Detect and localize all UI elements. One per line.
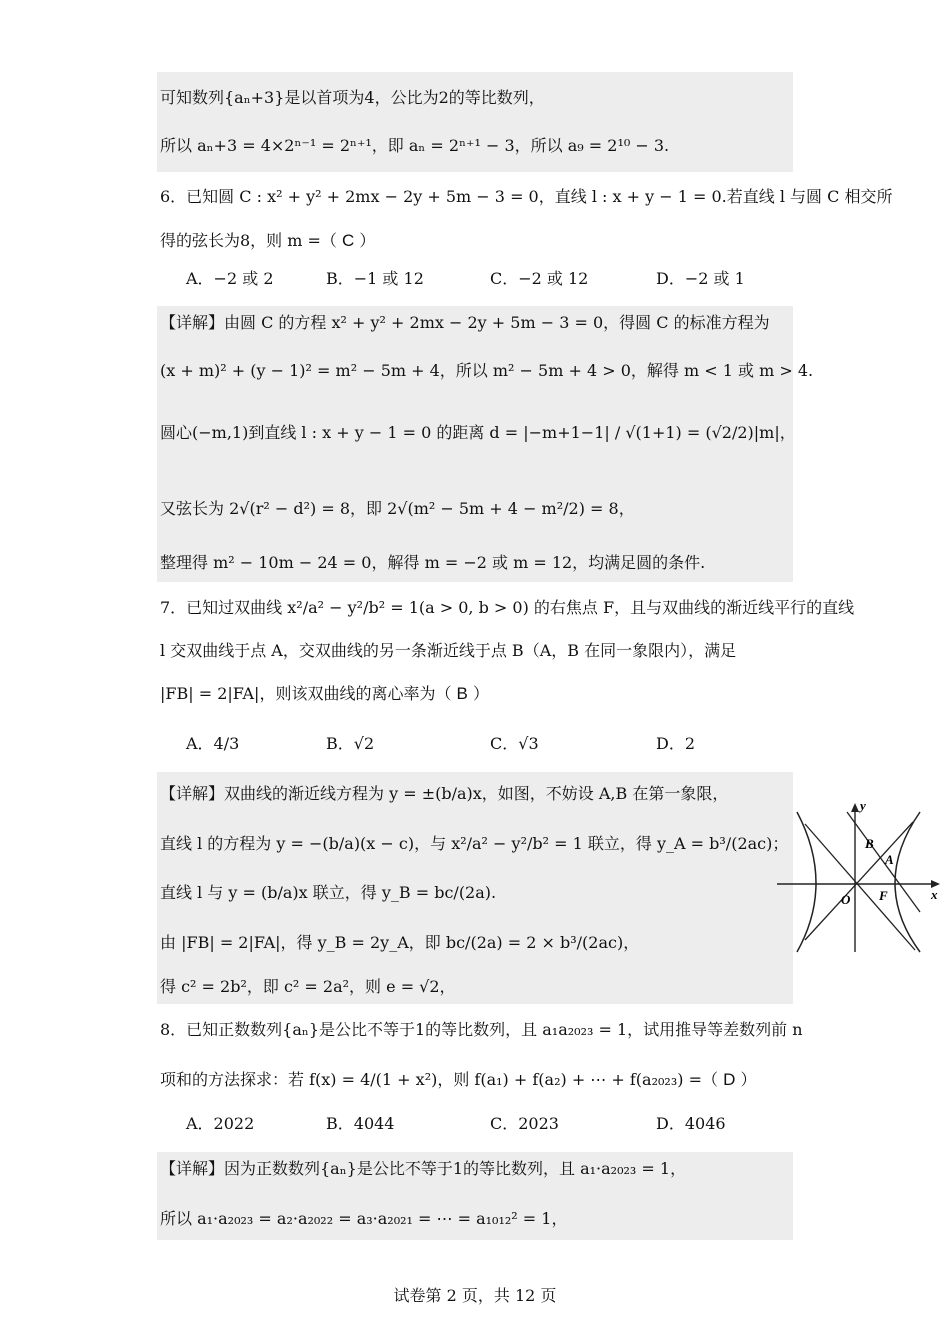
prev-solution-line-2: 所以 aₙ+3 = 4×2ⁿ⁻¹ = 2ⁿ⁺¹，即 aₙ = 2ⁿ⁺¹ − 3，所以 a₉ = 2¹⁰ − 3. — [160, 136, 670, 155]
q6-option-a: A．−2 或 2 — [186, 269, 274, 288]
hyperbola-figure — [775, 800, 945, 955]
q6-stem-line-2 — [160, 230, 375, 252]
q8-option-b: B．4044 — [326, 1114, 395, 1133]
q6-detail-line-1: 【详解】由圆 C 的方程 x² + y² + 2mx − 2y + 5m − 3 = 0，得圆 C 的标准方程为 — [160, 313, 770, 332]
figure-label-f: F — [879, 888, 888, 903]
q6-detail-line-3: 圆心(−m,1)到直线 l : x + y − 1 = 0 的距离 d = |−m+1−1| / √(1+1) = (√2/2)|m|， — [160, 423, 796, 442]
figure-label-y: y — [860, 800, 866, 813]
q7-stem-close: ） — [472, 684, 489, 703]
q6-stem-text: 得的弦长为8，则 m =（ — [160, 231, 337, 250]
q7-detail-line-5: 得 c² = 2b²，即 c² = 2a²，则 e = √2， — [160, 977, 456, 996]
figure-label-x: x — [931, 887, 938, 902]
q8-detail-line-2: 所以 a₁·a₂₀₂₃ = a₂·a₂₀₂₂ = a₃·a₂₀₂₁ = ⋯ = a₁₀₁₂² = 1， — [160, 1209, 568, 1228]
q7-stem-line-1: 7．已知过双曲线 x²/a² − y²/b² = 1(a > 0, b > 0) 的右焦点 F，且与双曲线的渐近线平行的直线 — [160, 598, 855, 617]
q6-answer: C — [342, 231, 355, 250]
q7-detail-line-1: 【详解】双曲线的渐近线方程为 y = ±(b/a)x，如图，不妨设 A,B 在第一象限， — [160, 784, 729, 803]
q8-stem-line-1: 8．已知正数数列{aₙ}是公比不等于1的等比数列，且 a₁a₂₀₂₃ = 1，试用推导等差数列前 n — [160, 1020, 803, 1039]
q8-option-c: C．2023 — [490, 1114, 559, 1133]
figure-label-a: A — [885, 852, 894, 867]
prev-solution-line-1: 可知数列{aₙ+3}是以首项为4，公比为2的等比数列， — [160, 88, 545, 107]
q7-option-c: C．√3 — [490, 734, 539, 753]
page-footer: 试卷第 2 页，共 12 页 — [393, 1286, 557, 1305]
figure-label-o: O — [841, 892, 851, 907]
q6-detail-block — [157, 306, 793, 582]
q8-option-a: A．2022 — [186, 1114, 255, 1133]
q6-stem-line-1: 6．已知圆 C : x² + y² + 2mx − 2y + 5m − 3 = 0，直线 l : x + y − 1 = 0.若直线 l 与圆 C 相交所 — [160, 187, 893, 206]
q8-detail-line-1: 【详解】因为正数数列{aₙ}是公比不等于1的等比数列，且 a₁·a₂₀₂₃ = 1， — [160, 1159, 687, 1178]
q7-detail-line-2: 直线 l 的方程为 y = −(b/a)(x − c)，与 x²/a² − y²/b² = 1 联立，得 y_A = b³/(2ac)； — [160, 834, 789, 853]
q8-stem-line-2 — [160, 1069, 756, 1091]
q7-answer: B — [456, 684, 468, 703]
q7-option-a: A．4/3 — [186, 734, 240, 753]
figure-label-b: B — [865, 836, 874, 851]
q7-option-b: B．√2 — [326, 734, 375, 753]
q7-stem-line-3 — [160, 683, 489, 705]
q7-stem-line-2: l 交双曲线于点 A，交双曲线的另一条渐近线于点 B（A，B 在同一象限内），满足 — [160, 641, 737, 660]
q8-stem-text: 项和的方法探求：若 f(x) = 4/(1 + x²)，则 f(a₁) + f(a₂) + ⋯ + f(a₂₀₂₃) =（ — [160, 1070, 718, 1089]
q8-option-d: D．4046 — [656, 1114, 726, 1133]
q6-detail-line-5: 整理得 m² − 10m − 24 = 0，解得 m = −2 或 m = 12，均满足圆的条件. — [160, 553, 706, 572]
q8-stem-close: ） — [740, 1070, 757, 1089]
q8-answer: D — [723, 1070, 736, 1089]
q6-option-b: B．−1 或 12 — [326, 269, 424, 288]
q6-option-c: C．−2 或 12 — [490, 269, 589, 288]
q7-detail-line-4: 由 |FB| = 2|FA|，得 y_B = 2y_A，即 bc/(2a) = 2 × b³/(2ac)， — [160, 933, 640, 952]
q7-detail-line-3: 直线 l 与 y = (b/a)x 联立，得 y_B = bc/(2a). — [160, 883, 497, 902]
q6-stem-close: ） — [359, 231, 376, 250]
q6-detail-line-2: (x + m)² + (y − 1)² = m² − 5m + 4，所以 m² − 5m + 4 > 0，解得 m < 1 或 m > 4. — [160, 361, 814, 380]
q6-option-d: D．−2 或 1 — [656, 269, 745, 288]
q6-detail-line-4: 又弦长为 2√(r² − d²) = 8，即 2√(m² − 5m + 4 − m²/2) = 8， — [160, 499, 635, 518]
q7-option-d: D．2 — [656, 734, 696, 753]
q7-stem-text: |FB| = 2|FA|，则该双曲线的离心率为（ — [160, 684, 452, 703]
